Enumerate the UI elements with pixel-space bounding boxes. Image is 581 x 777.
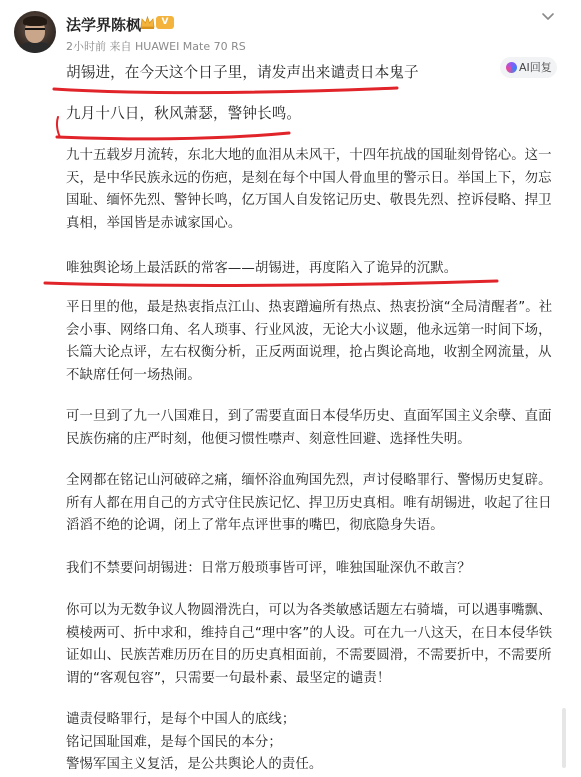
post-line: 九月十八日，秋风萧瑟，警钟长鸣。	[66, 105, 302, 122]
post-line: 不缺席任何一场热闹。	[66, 367, 201, 383]
post-line: 天，是中华民族永远的伤疤，是刻在每个中国人骨血里的警示日。举国上下，勿忘	[66, 170, 552, 186]
post-line: 证如山、民族苦难历历在目的历史真相面前，不需要圆滑，不需要折中，不需要所	[66, 648, 552, 663]
post-line: 民族伤痛的庄严时刻，他便习惯性噤声、刻意性回避、选择性失明。	[66, 431, 471, 447]
red-underline	[52, 82, 402, 96]
post-line: 国耻、缅怀先烈、警钟长鸣，亿万国人自发铭记历史、敬畏先烈、控诉侵略、捍卫	[66, 193, 552, 208]
post-meta: 2小时前 来自 HUAWEI Mate 70 RS	[66, 40, 246, 53]
post-line: 警惕军国主义复活，是公共舆论人的责任。	[66, 757, 323, 772]
post-line: 长篇大论点评，左右权衡分析，正反两面说理，抢占舆论高地，收割全网流量，从	[66, 345, 552, 360]
vip-badge: V	[156, 16, 174, 29]
post-line: 胡锡进，在今天这个日子里，请发声出来谴责日本鬼子	[66, 64, 419, 81]
post-line: 模棱两可、折中求和，维持自己“理中客”的人设。可在九一八这天，在日本侵华铁	[66, 625, 553, 641]
post-line: 真相，举国皆是赤诚家国心。	[66, 215, 242, 231]
red-underline	[54, 113, 294, 143]
post-line: 谓的“客观包容”，只需要一句最朴素、最坚定的谴责！	[66, 670, 391, 686]
post-line: 我们不禁要问胡锡进：日常万般琐事皆可评，唯独国耻深仇不敢言？	[66, 561, 471, 576]
post-line: 九十五载岁月流转，东北大地的血泪从未风干，十四年抗战的国耻刻骨铭心。这一	[66, 148, 552, 163]
red-underline	[42, 276, 502, 290]
post-paragraph	[66, 600, 561, 690]
chevron-down-icon[interactable]	[541, 12, 555, 22]
scrollbar[interactable]	[562, 708, 566, 768]
post-line: 所有人都在用自己的方式守住民族记忆、捍卫历史真相。唯有胡锡进，收起了往日	[66, 495, 552, 511]
post-paragraph	[66, 470, 561, 538]
post-paragraph	[66, 406, 561, 451]
post-line: 铭记国耻国难，是每个国民的本分；	[66, 734, 282, 750]
post-line: 滔滔不绝的论调，闭上了常年点评世事的嘴巴，彻底隐身失语。	[66, 518, 444, 533]
post-paragraph	[66, 145, 561, 235]
post-line: 平日里的他，最是热衷指点江山、热衷蹭遍所有热点、热衷扮演“全局清醒者”。社	[66, 300, 553, 315]
post-header	[0, 0, 581, 60]
post-line: 全网都在铭记山河破碎之痛，缅怀浴血殉国先烈，声讨侵略罪行、警惕历史复辟。	[66, 473, 552, 488]
post-paragraph	[66, 297, 561, 387]
post-line: 唯独舆论场上最活跃的常客——胡锡进，再度陷入了诡异的沉默。	[66, 261, 458, 276]
post-line: 谴责侵略罪行，是每个中国人的底线；	[66, 712, 296, 727]
crown-icon	[140, 15, 155, 30]
post-paragraph	[66, 709, 561, 777]
post-paragraph	[66, 558, 561, 581]
ai-reply-label: AI回复	[519, 61, 552, 74]
author-name[interactable]: 法学界陈枫	[66, 16, 142, 34]
post-line: 会小事、网络口角、名人琐事、行业风波，无论大小议题，他永远第一时间下场，	[66, 322, 552, 338]
post-line: 你可以为无数争议人物圆滑洗白，可以为各类敏感话题左右骑墙，可以遇事嘴飘、	[66, 603, 552, 618]
post-line: 可一旦到了九一八国难日，到了需要直面日本侵华历史、直面军国主义余孽、直面	[66, 409, 552, 424]
avatar[interactable]	[14, 11, 56, 53]
